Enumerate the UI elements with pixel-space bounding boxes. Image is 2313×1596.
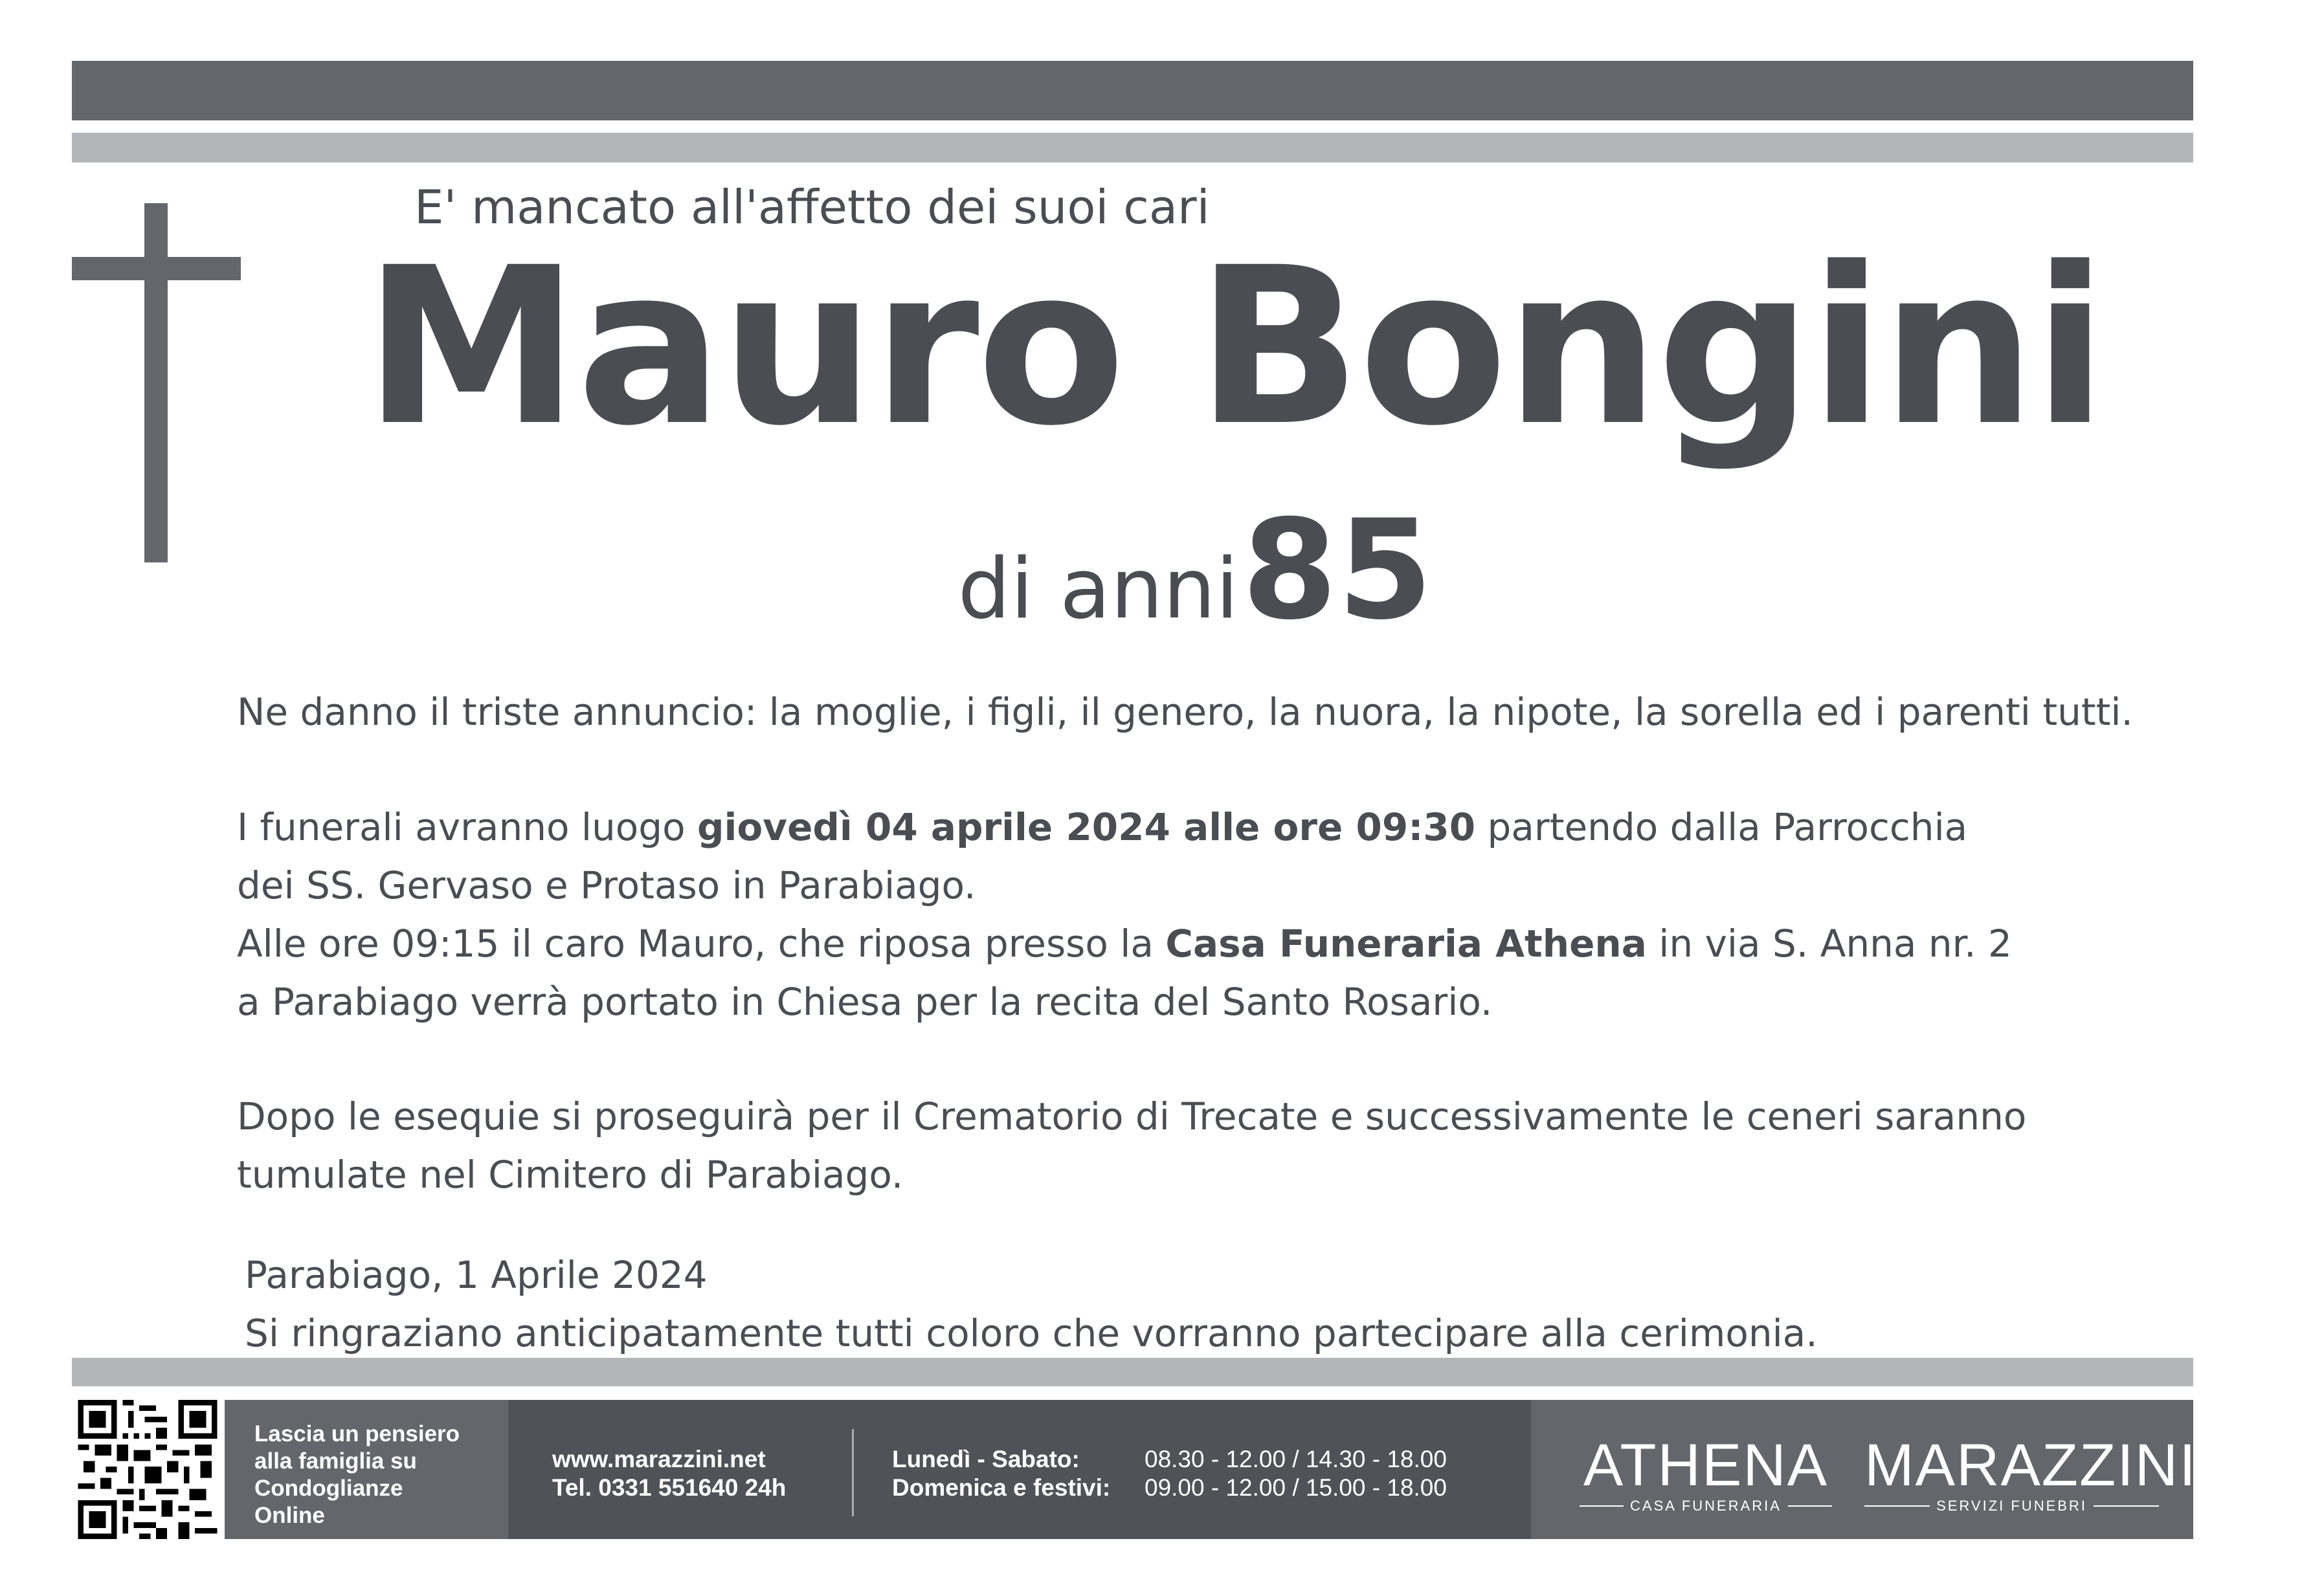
intro-text: E' mancato all'affetto dei suoi cari <box>414 180 1210 234</box>
funeral-home-name: Casa Funeraria Athena <box>1165 922 1647 966</box>
funeral-line-2: dei SS. Gervaso e Protaso in Parabiago. <box>237 863 976 907</box>
top-dark-bar <box>72 61 2193 120</box>
condolences-line: alla famiglia su <box>254 1448 417 1474</box>
condolences-message <box>254 1421 460 1529</box>
website-link[interactable]: www.marazzini.net <box>552 1446 766 1472</box>
announcement-text: Ne danno il triste annuncio: la moglie, i figli, il genero, la nuora, la nipote, la sorella ed i parenti tutti. <box>237 690 2133 734</box>
marazzini-logo-sub <box>1864 1498 2159 1514</box>
hours-value: 09.00 - 12.00 / 15.00 - 18.00 <box>1145 1474 1447 1501</box>
athena-logo-name: ATHENA <box>1583 1432 1829 1498</box>
condolences-line: Lascia un pensiero <box>254 1421 460 1446</box>
thanks-text: Si ringraziano anticipatamente tutti coloro che vorranno partecipare alla cerimonia. <box>245 1311 1818 1355</box>
deceased-name: Mauro Bongini <box>363 221 2105 474</box>
marazzini-logo-subtitle: SERVIZI FUNEBRI <box>1936 1498 2087 1514</box>
age-value: 85 <box>1242 490 1433 650</box>
funeral-line-3-pre: Alle ore 09:15 il caro Mauro, che riposa presso la <box>237 922 1166 966</box>
athena-logo <box>1580 1432 1832 1514</box>
contact-block <box>552 1445 786 1502</box>
age-line <box>0 490 2313 650</box>
athena-logo-subtitle: CASA FUNERARIA <box>1630 1498 1782 1514</box>
qr-code-icon[interactable] <box>76 1400 219 1539</box>
condolences-line: Online <box>254 1503 325 1528</box>
opening-hours <box>892 1445 1447 1502</box>
after-line-1: Dopo le esequie si proseguirà per il Crematorio di Trecate e successivamente le ceneri saranno <box>237 1094 2027 1138</box>
hours-label: Lunedì - Sabato: <box>892 1446 1080 1472</box>
funeral-line-1-pre: I funerali avranno luogo <box>237 805 698 849</box>
marazzini-logo <box>1864 1432 2197 1514</box>
after-line-2: tumulate nel Cimitero di Parabiago. <box>237 1153 904 1197</box>
marazzini-logo-name: MARAZZINI <box>1864 1432 2197 1498</box>
funeral-paragraph <box>237 798 2012 1031</box>
funeral-line-4: a Parabiago verrà portato in Chiesa per la recita del Santo Rosario. <box>237 980 1493 1024</box>
footer-divider <box>852 1429 854 1516</box>
funeral-line-1-post: partendo dalla Parrocchia <box>1475 805 1968 849</box>
bottom-light-bar <box>72 1358 2193 1386</box>
hours-value: 08.30 - 12.00 / 14.30 - 18.00 <box>1145 1446 1447 1472</box>
hours-row <box>892 1445 1447 1474</box>
funeral-line-3 <box>237 914 2012 973</box>
closing-block <box>245 1246 1818 1362</box>
funeral-line-1 <box>237 798 2012 856</box>
funeral-date-time: giovedì 04 aprile 2024 alle ore 09:30 <box>697 805 1476 849</box>
hours-row <box>892 1474 1447 1502</box>
after-paragraph <box>237 1087 2026 1204</box>
top-light-bar <box>72 133 2193 162</box>
phone-number[interactable]: Tel. 0331 551640 24h <box>552 1474 787 1501</box>
athena-logo-sub <box>1580 1498 1832 1514</box>
age-prefix: di anni <box>957 541 1239 637</box>
funeral-line-3-post: in via S. Anna nr. 2 <box>1646 922 2012 966</box>
hours-label: Domenica e festivi: <box>892 1474 1111 1501</box>
condolences-line: Condoglianze <box>254 1476 403 1501</box>
place-date: Parabiago, 1 Aprile 2024 <box>245 1253 708 1297</box>
